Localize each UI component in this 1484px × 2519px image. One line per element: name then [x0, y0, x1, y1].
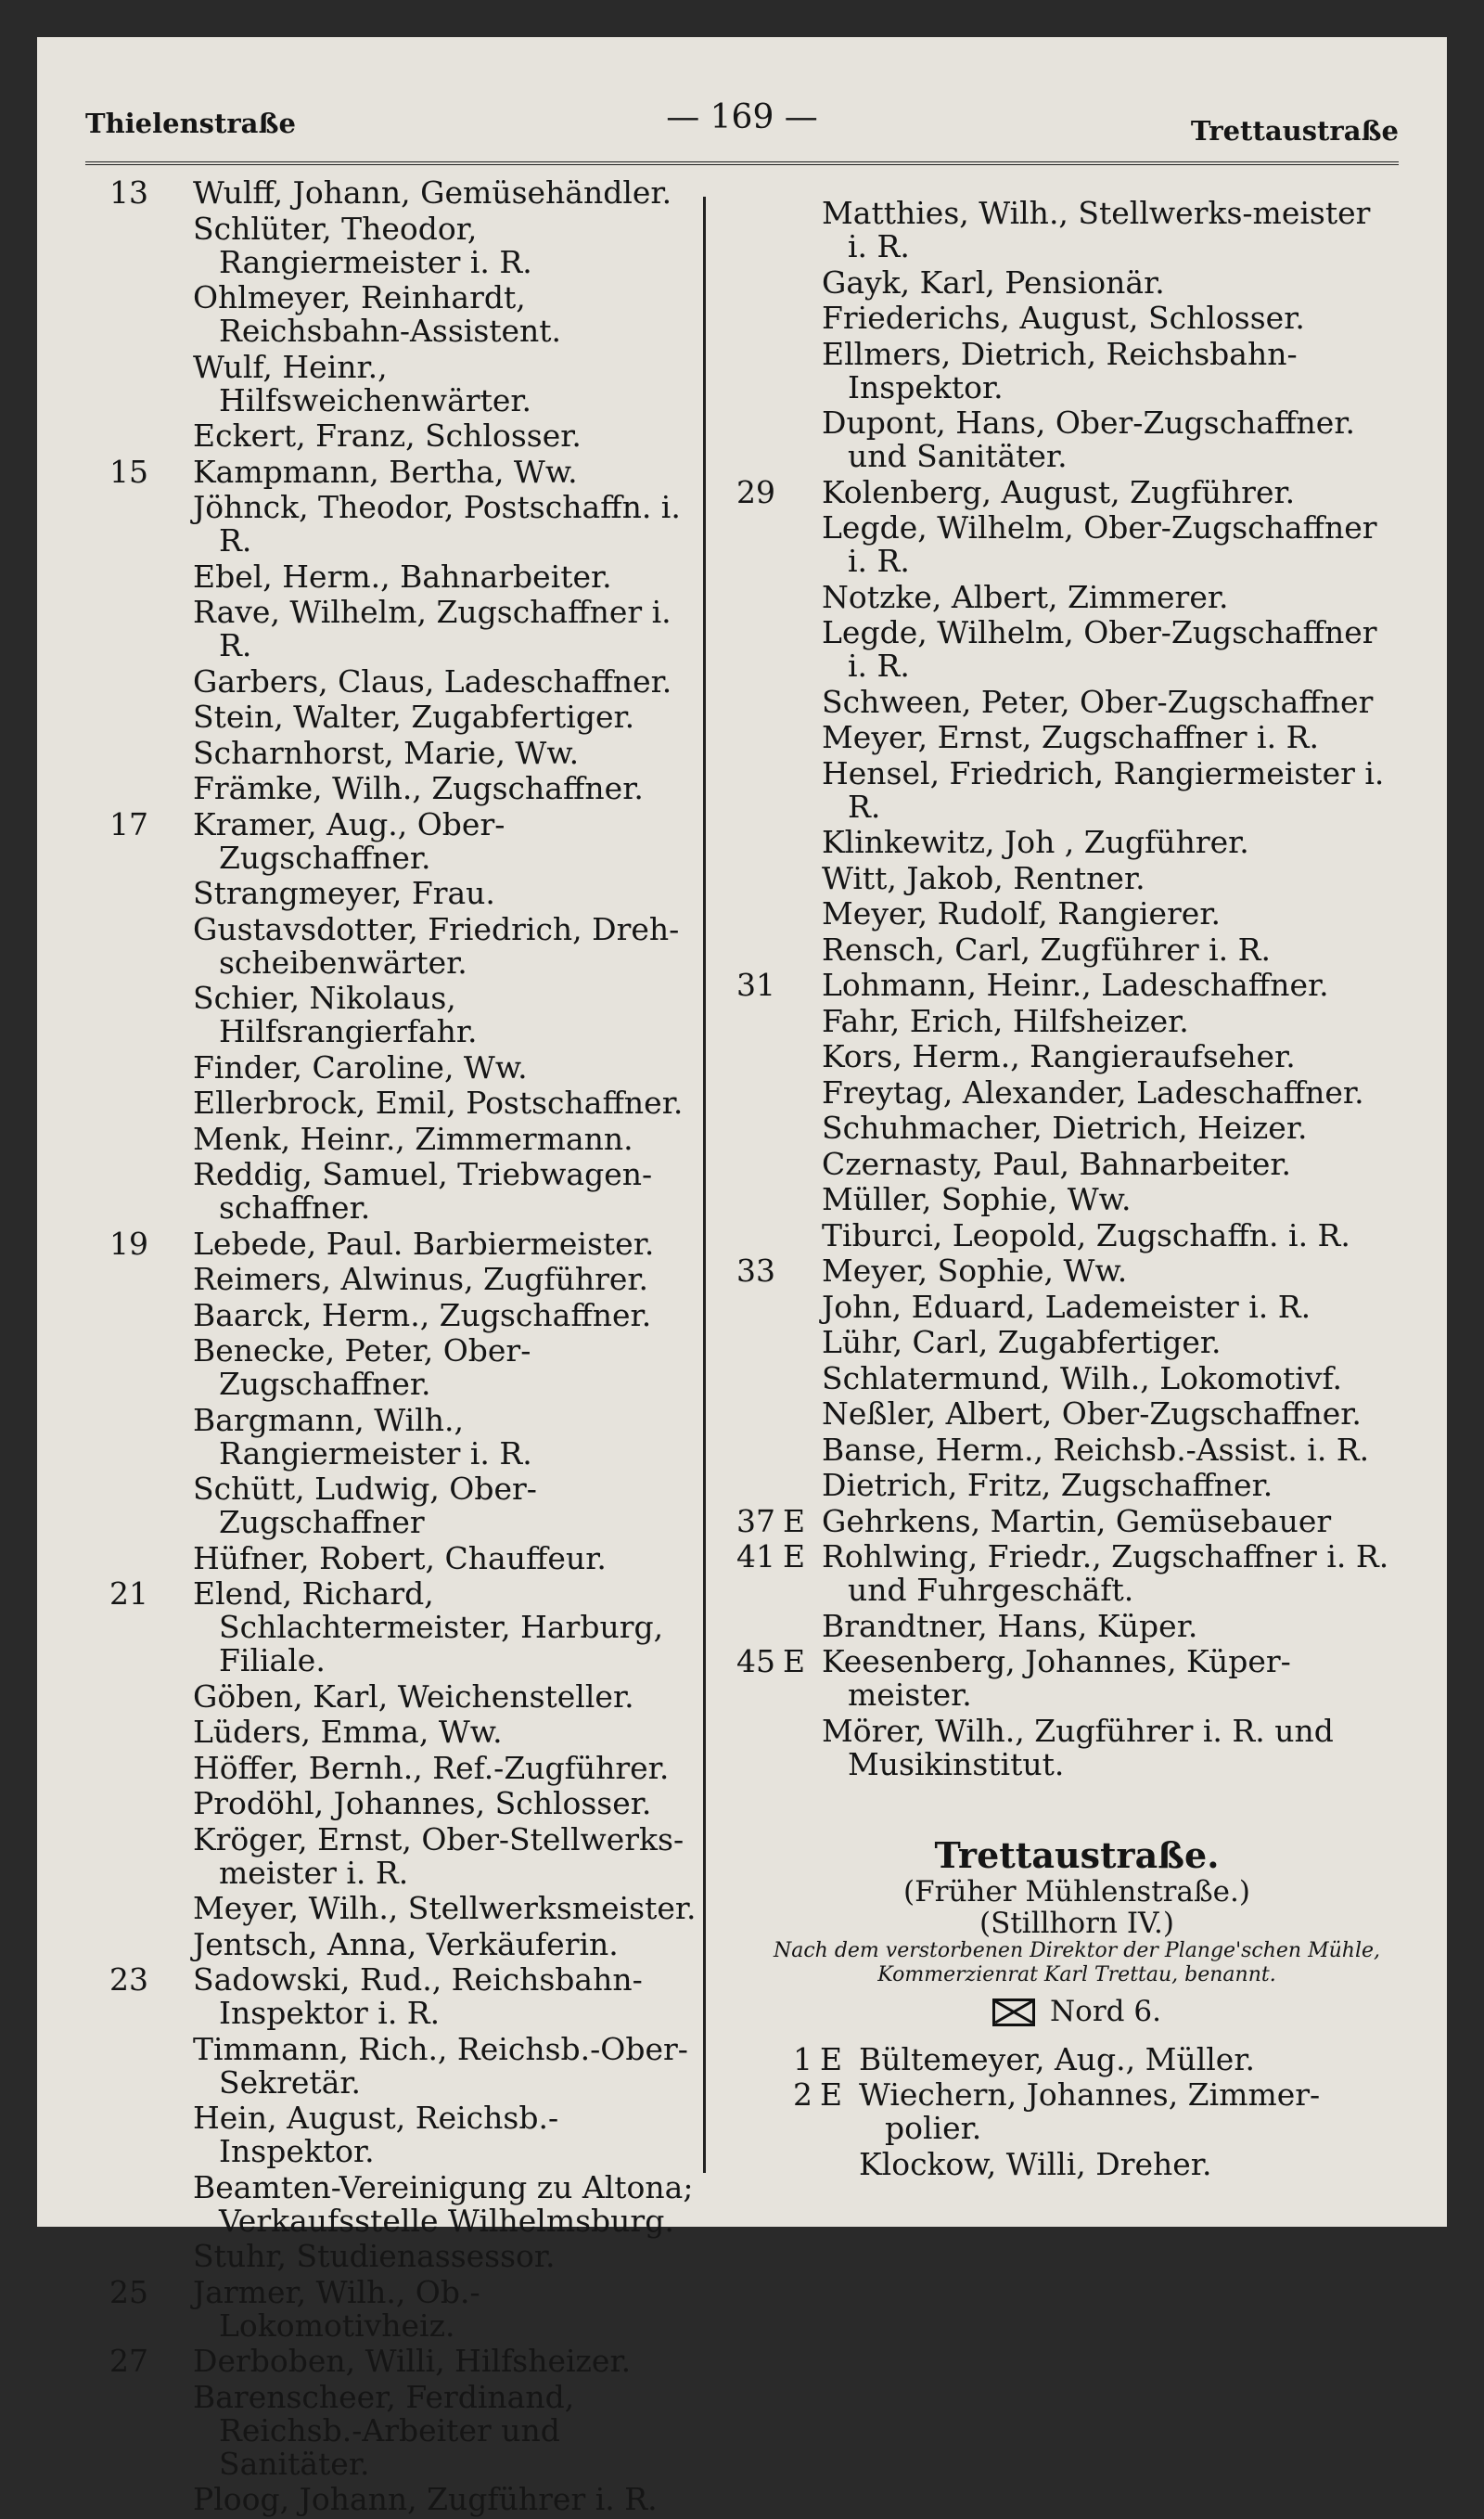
house-number: 41 — [736, 1538, 775, 1574]
resident-entry: Keesenberg, Johannes, Küper-meister. — [822, 1643, 1291, 1713]
header-street-right: Trettaustraße — [1190, 115, 1399, 147]
header-rule — [85, 161, 1399, 165]
list-item — [85, 2273, 697, 2344]
list-item — [720, 1112, 1397, 1145]
resident-entry: Eckert, Franz, Schlosser. — [193, 418, 582, 454]
list-item — [85, 734, 697, 771]
resident-entry: Lühr, Carl, Zugabfertiger. — [822, 1324, 1222, 1360]
resident-entry: Notzke, Albert, Zimmerer. — [822, 578, 1229, 615]
list-item — [85, 1892, 697, 1925]
list-item — [85, 1749, 697, 1786]
resident-entry: Hensel, Friedrich, Rangiermeister i. R. — [822, 754, 1385, 825]
list-item — [720, 578, 1397, 615]
list-item — [720, 1645, 1397, 1712]
resident-entry: Klinkewitz, Joh , Zugführer. — [822, 824, 1249, 860]
owner-mark: E — [820, 2076, 843, 2113]
resident-entry: Legde, Wilhelm, Ober-Zugschaffner i. R. — [822, 509, 1377, 579]
list-item — [85, 1716, 697, 1749]
list-item — [720, 1254, 1397, 1288]
resident-entry: Garbers, Claus, Ladeschaffner. — [193, 662, 672, 700]
list-item — [720, 969, 1397, 1002]
street-section-trettaustrasse — [720, 1835, 1397, 2181]
page-header — [85, 98, 1399, 154]
list-item — [720, 1540, 1397, 1607]
resident-entry: Rave, Wilhelm, Zugschaffner i. R. — [193, 594, 672, 663]
resident-entry: Elend, Richard, Schlachtermeister, Harburg, Filiale. — [193, 1575, 664, 1678]
house-number: 33 — [736, 1253, 775, 1289]
directory-page — [37, 37, 1447, 2517]
list-item — [85, 212, 697, 279]
list-item — [85, 805, 697, 876]
resident-entry: Lebede, Paul. Barbiermeister. — [193, 1225, 655, 1262]
resident-entry: Dietrich, Fritz, Zugschaffner. — [822, 1467, 1273, 1503]
resident-entry: Hein, August, Reichsb.-Inspektor. — [193, 2100, 559, 2169]
list-item — [85, 1963, 697, 2030]
resident-entry: Dupont, Hans, Ober-Zugschaffner. und Sanitäter. — [822, 405, 1355, 474]
list-item — [85, 281, 697, 348]
postal-district-label: Nord 6. — [1050, 1994, 1161, 2028]
resident-entry: Matthies, Wilh., Stellwerks-meister i. R. — [822, 195, 1371, 264]
list-item — [720, 302, 1397, 335]
list-item — [720, 859, 1397, 896]
column-divider — [703, 197, 706, 2173]
resident-entry: Meyer, Sophie, Ww. — [822, 1253, 1128, 1289]
resident-entry: Reimers, Alwinus, Zugführer. — [193, 1261, 649, 1297]
list-item — [757, 2040, 1397, 2077]
list-item — [720, 406, 1397, 473]
envelope-icon — [992, 1998, 1035, 2026]
list-item — [85, 2483, 697, 2516]
list-item — [720, 1712, 1397, 1782]
resident-entry: Derboben, Willi, Hilfsheizer. — [193, 2343, 632, 2379]
list-item — [720, 897, 1397, 931]
resident-entry: Reddig, Samuel, Triebwagen-schaffner. — [193, 1156, 653, 1226]
resident-entry: Ploog, Johann, Zugführer i. R. — [193, 2481, 658, 2517]
resident-entry: Schlatermund, Wilh., Lokomotivf. — [822, 1359, 1342, 1396]
house-number: 21 — [109, 1575, 148, 1612]
list-item — [720, 1397, 1397, 1431]
resident-entry: Klockow, Willi, Dreher. — [859, 2145, 1212, 2182]
resident-entry: Neßler, Albert, Ober-Zugschaffner. — [822, 1395, 1362, 1432]
resident-entry: Jentsch, Anna, Verkäuferin. — [193, 1925, 619, 1962]
resident-entry: Prodöhl, Johannes, Schlosser. — [193, 1785, 652, 1821]
resident-entry: Gehrkens, Martin, Gemüsebauer — [822, 1502, 1332, 1539]
list-item — [85, 2030, 697, 2101]
resident-entry: Czernasty, Paul, Bahnarbeiter. — [822, 1145, 1292, 1182]
resident-entry: Rensch, Carl, Zugführer i. R. — [822, 931, 1271, 968]
list-item — [85, 1401, 697, 1472]
list-item — [85, 1086, 697, 1120]
list-item — [757, 2078, 1397, 2145]
street-naming-note-2: Kommerzienrat Karl Trettau, benannt. — [877, 1962, 1276, 1986]
list-item — [720, 1607, 1397, 1644]
resident-entry: Kröger, Ernst, Ober-Stellwerks-meister i. R. — [193, 1820, 684, 1891]
list-item — [720, 933, 1397, 967]
list-item — [757, 2145, 1397, 2182]
list-item — [85, 419, 697, 453]
resident-entry: Ellmers, Dietrich, Reichsbahn-Inspektor. — [822, 335, 1298, 405]
resident-entry: Wulf, Heinr., Hilfsweichenwärter. — [193, 348, 532, 418]
resident-entry: Jarmer, Wilh., Ob.-Lokomotivheiz. — [193, 2273, 480, 2344]
resident-entry: Kramer, Aug., Ober-Zugschaffner. — [193, 805, 505, 876]
resident-entry: Lohmann, Heinr., Ladeschaffner. — [822, 967, 1329, 1003]
list-item — [85, 596, 697, 662]
resident-entry: Göben, Karl, Weichensteller. — [193, 1677, 634, 1715]
list-item — [85, 453, 697, 490]
list-item — [85, 491, 697, 558]
resident-entry: Hüfner, Robert, Chauffeur. — [193, 1539, 607, 1576]
list-item — [720, 263, 1397, 301]
list-item — [85, 2345, 697, 2378]
list-item — [85, 1539, 697, 1576]
resident-entry: Tiburci, Leopold, Zugschaffn. i. R. — [822, 1216, 1350, 1253]
resident-entry: Kolenberg, August, Zugführer. — [822, 473, 1296, 510]
resident-entry: Timmann, Rich., Reichsb.-Ober-Sekretär. — [193, 2030, 688, 2101]
street-district: (Stillhorn IV.) — [979, 1906, 1174, 1940]
list-item — [85, 1925, 697, 1962]
resident-entry: Kors, Herm., Rangieraufseher. — [822, 1038, 1296, 1074]
list-item — [85, 982, 697, 1048]
list-item — [720, 1073, 1397, 1111]
street-former-name: (Früher Mühlenstraße.) — [903, 1874, 1250, 1909]
resident-entry: Barenscheer, Ferdinand, Reichsb.-Arbeiter und Sanitäter. — [193, 2378, 575, 2482]
resident-entry: Jöhnck, Theodor, Postschaffn. i. R. — [193, 489, 681, 559]
owner-mark: E — [783, 1643, 806, 1679]
list-item — [720, 197, 1397, 263]
resident-entry: Müller, Sophie, Ww. — [822, 1181, 1132, 1217]
list-item — [85, 1677, 697, 1715]
house-number: 45 — [736, 1643, 775, 1679]
list-item — [720, 1502, 1397, 1539]
resident-entry: Schlüter, Theodor, Rangiermeister i. R. — [193, 210, 532, 280]
owner-mark: E — [783, 1502, 806, 1539]
house-number: 37 — [736, 1502, 775, 1539]
resident-entry: Beamten-Vereinigung zu Altona; Verkaufsstelle Wilhelmsburg. — [193, 2168, 694, 2239]
resident-entry: Strangmeyer, Frau. — [193, 875, 495, 911]
resident-entry: Ebel, Herm., Bahnarbeiter. — [193, 558, 612, 595]
list-item — [720, 754, 1397, 825]
resident-entry: Ohlmeyer, Reinhardt, Reichsbahn-Assistent. — [193, 279, 562, 349]
list-item — [85, 1048, 697, 1086]
list-item — [85, 2378, 697, 2482]
resident-entry: Gustavsdotter, Friedrich, Dreh-scheibenwärter. — [193, 910, 680, 981]
house-number: 25 — [109, 2273, 148, 2310]
list-item — [85, 176, 697, 210]
header-street-left: Thielenstraße — [85, 108, 296, 139]
resident-entry: Wiechern, Johannes, Zimmer-polier. — [859, 2076, 1321, 2146]
house-number: 13 — [109, 174, 148, 211]
street-entries — [757, 2040, 1397, 2182]
list-item — [85, 560, 697, 594]
postal-district — [757, 1993, 1397, 2030]
house-number: 31 — [736, 967, 775, 1003]
resident-entry: Benecke, Peter, Ober-Zugschaffner. — [193, 1332, 531, 1402]
list-item — [720, 1469, 1397, 1502]
list-item — [720, 616, 1397, 683]
list-item — [720, 335, 1397, 405]
list-item — [85, 662, 697, 700]
resident-entry: Meyer, Ernst, Zugschaffner i. R. — [822, 719, 1319, 755]
resident-entry: Finder, Caroline, Ww. — [193, 1048, 528, 1086]
resident-entry: Schier, Nikolaus, Hilfsrangierfahr. — [193, 980, 478, 1049]
list-item — [720, 1359, 1397, 1396]
list-item — [720, 1433, 1397, 1467]
house-number: 29 — [736, 473, 775, 510]
resident-entry: Bültemeyer, Aug., Müller. — [859, 2040, 1255, 2077]
resident-entry: Bargmann, Wilh., Rangiermeister i. R. — [193, 1401, 532, 1472]
resident-entry: Sadowski, Rud., Reichsbahn-Inspektor i. R. — [193, 1961, 643, 2031]
list-item — [85, 2101, 697, 2168]
resident-entry: Stuhr, Studienassessor. — [193, 2238, 556, 2274]
list-item — [720, 1145, 1397, 1182]
list-item — [85, 1787, 697, 1820]
resident-entry: Meyer, Rudolf, Rangierer. — [822, 895, 1221, 932]
resident-entry: Witt, Jakob, Rentner. — [822, 859, 1145, 896]
resident-entry: Rohlwing, Friedr., Zugschaffner i. R. und Fuhrgeschäft. — [822, 1538, 1389, 1608]
resident-entry: Stein, Walter, Zugabfertiger. — [193, 699, 635, 735]
list-item — [720, 473, 1397, 510]
resident-entry: Friederichs, August, Schlosser. — [822, 300, 1305, 336]
list-item — [85, 2168, 697, 2239]
street-title: Trettaustraße. — [934, 1833, 1220, 1876]
resident-entry: Freytag, Alexander, Ladeschaffner. — [822, 1073, 1364, 1111]
left-column — [85, 176, 697, 2519]
resident-entry: Mörer, Wilh., Zugführer i. R. und Musikinstitut. — [822, 1712, 1334, 1782]
list-item — [85, 1296, 697, 1333]
house-number: 27 — [109, 2343, 148, 2379]
right-column — [720, 197, 1397, 2183]
list-item — [720, 1183, 1397, 1216]
list-item — [720, 1216, 1397, 1253]
resident-entry: Lüders, Emma, Ww. — [193, 1714, 503, 1750]
resident-entry: Wulff, Johann, Gemüsehändler. — [193, 174, 672, 211]
resident-entry: Främke, Wilh., Zugschaffner. — [193, 770, 644, 806]
page-number: — 169 — — [666, 98, 818, 136]
list-item — [85, 1820, 697, 1891]
list-item — [720, 1288, 1397, 1325]
house-number: 15 — [109, 453, 148, 490]
list-item — [720, 1326, 1397, 1359]
resident-entry: Scharnhorst, Marie, Ww. — [193, 734, 580, 771]
owner-mark: E — [783, 1538, 806, 1574]
list-item — [85, 1472, 697, 1539]
resident-entry: Baarck, Herm., Zugschaffner. — [193, 1296, 652, 1333]
resident-entry: Ellerbrock, Emil, Postschaffner. — [193, 1085, 684, 1121]
list-item — [720, 1002, 1397, 1039]
resident-entry: Höffer, Bernh., Ref.-Zugführer. — [193, 1749, 670, 1786]
resident-entry: Gayk, Karl, Pensionär. — [822, 263, 1165, 301]
list-item — [720, 511, 1397, 578]
list-item — [720, 1040, 1397, 1073]
resident-entry: Kampmann, Bertha, Ww. — [193, 453, 578, 490]
street-naming-note-1: Nach dem verstorbenen Direktor der Plange'schen Mühle, — [773, 1938, 1381, 1962]
house-number: 2 — [793, 2076, 812, 2113]
resident-entry: Schuhmacher, Dietrich, Heizer. — [822, 1110, 1308, 1146]
list-item — [85, 1227, 697, 1261]
list-item — [720, 721, 1397, 754]
list-item — [85, 772, 697, 805]
list-item — [85, 1577, 697, 1677]
list-item — [85, 2240, 697, 2273]
resident-entry: Schütt, Ludwig, Ober-Zugschaffner — [193, 1471, 537, 1540]
resident-entry: Menk, Heinr., Zimmermann. — [193, 1120, 633, 1157]
list-item — [85, 1120, 697, 1157]
list-item — [85, 877, 697, 910]
list-item — [720, 683, 1397, 720]
list-item — [85, 910, 697, 981]
resident-entry: Fahr, Erich, Hilfsheizer. — [822, 1002, 1189, 1039]
list-item — [85, 1158, 697, 1225]
list-item — [720, 826, 1397, 859]
list-item — [85, 348, 697, 418]
list-item — [85, 1334, 697, 1401]
resident-entry: John, Eduard, Lademeister i. R. — [822, 1288, 1311, 1325]
house-number: 1 — [793, 2040, 812, 2077]
house-number: 23 — [109, 1961, 148, 1998]
resident-entry: Schween, Peter, Ober-Zugschaffner — [822, 683, 1374, 720]
resident-entry: Brandtner, Hans, Küper. — [822, 1607, 1198, 1644]
list-item — [85, 1263, 697, 1296]
house-number: 19 — [109, 1225, 148, 1262]
resident-entry: Meyer, Wilh., Stellwerksmeister. — [193, 1890, 697, 1926]
resident-entry: Legde, Wilhelm, Ober-Zugschaffner i. R. — [822, 614, 1377, 684]
list-item — [85, 700, 697, 734]
resident-entry: Banse, Herm., Reichsb.-Assist. i. R. — [822, 1431, 1370, 1468]
house-number: 17 — [109, 805, 148, 842]
owner-mark: E — [820, 2040, 843, 2077]
